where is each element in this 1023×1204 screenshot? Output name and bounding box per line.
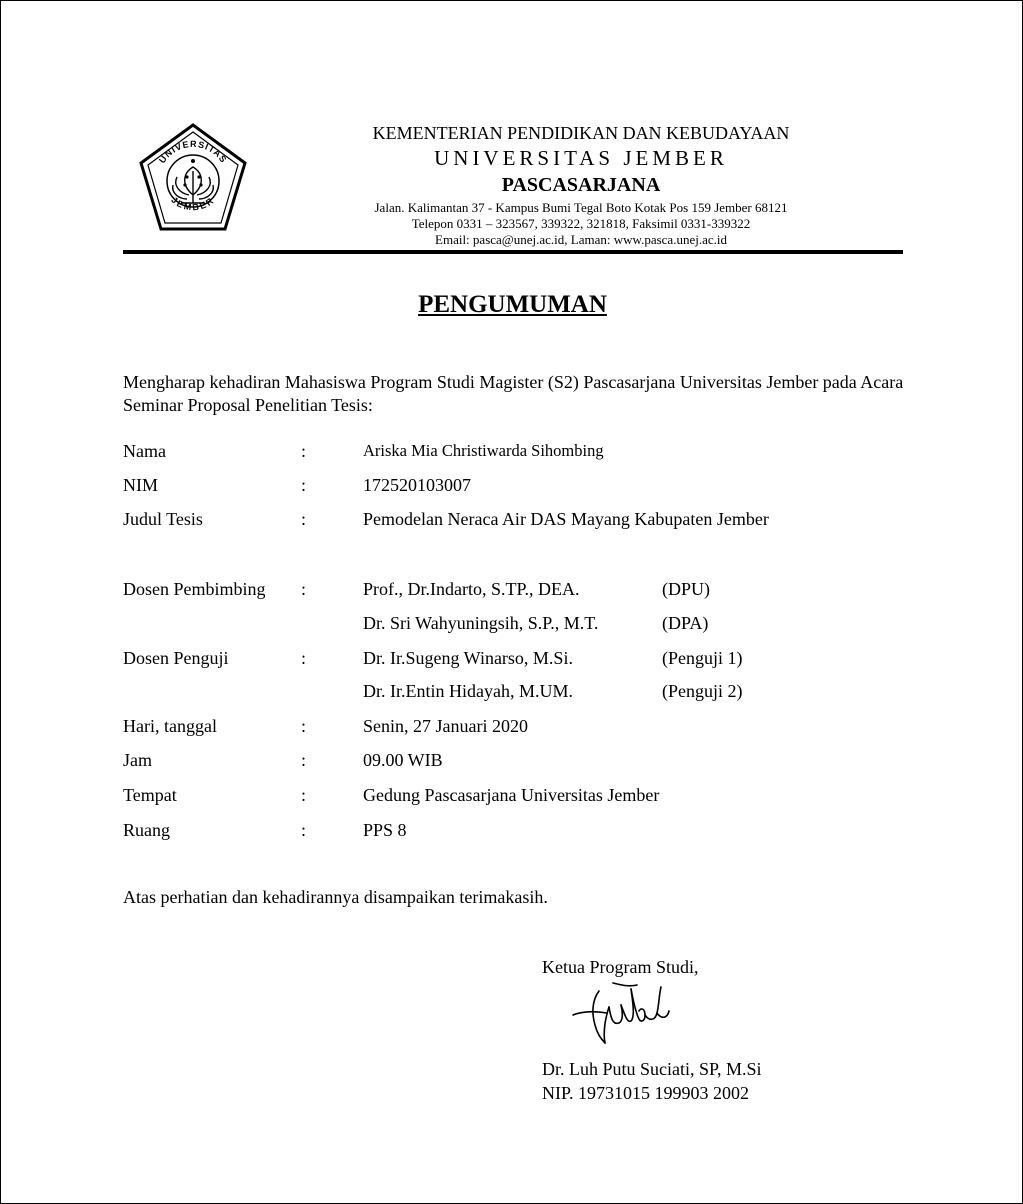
judul-label: Judul Tesis: [123, 509, 203, 529]
letterhead-divider: [123, 250, 903, 254]
pembimbing-name: Prof., Dr.Indarto, S.TP., DEA.: [363, 579, 580, 599]
intro-paragraph: Mengharap kehadiran Mahasiswa Program Studi Magister (S2) Pascasarjana Universitas Jember pada Acara Seminar Proposal Penelitian Tesis:: [123, 372, 904, 415]
signatory-nip: NIP. 19731015 199903 2002: [542, 1083, 750, 1103]
nim-label: NIM: [123, 475, 158, 495]
signatory-position: Ketua Program Studi,: [542, 957, 699, 977]
penguji-name: Dr. Ir.Entin Hidayah, M.UM.: [363, 681, 573, 701]
tempat-value: Gedung Pascasarjana Universitas Jember: [363, 785, 660, 805]
separator: :: [301, 820, 307, 840]
penguji-role: (Penguji 2): [662, 681, 743, 701]
jam-value: 09.00 WIB: [363, 750, 443, 770]
separator: :: [301, 785, 307, 805]
penguji-name: Dr. Ir.Sugeng Winarso, M.Si.: [363, 648, 573, 668]
tempat-label: Tempat: [123, 785, 177, 805]
hari-value: Senin, 27 Januari 2020: [363, 716, 528, 736]
separator: :: [301, 441, 307, 461]
separator: :: [301, 509, 307, 529]
separator: :: [301, 475, 307, 495]
nama-value: Ariska Mia Christiwarda Sihombing: [363, 441, 604, 460]
closing-paragraph: Atas perhatian dan kehadirannya disampaikan terimakasih.: [123, 887, 548, 907]
ruang-value: PPS 8: [363, 820, 407, 840]
separator: :: [301, 716, 307, 736]
phone-line: Telepon 0331 – 323567, 339322, 321818, Faksimil 0331-339322: [411, 216, 751, 231]
email-line: Email: pasca@unej.ac.id, Laman: www.pasca.unej.ac.id: [435, 232, 727, 247]
letterhead: [301, 123, 861, 246]
ministry-name: KEMENTERIAN PENDIDIKAN DAN KEBUDAYAAN: [372, 123, 790, 143]
judul-value: Pemodelan Neraca Air DAS Mayang Kabupaten Jember: [363, 509, 769, 529]
handwritten-signature: [569, 981, 673, 1047]
ruang-label: Ruang: [123, 820, 170, 840]
pembimbing-label: Dosen Pembimbing: [123, 579, 266, 599]
seal-bottom-text: JEMBER: [169, 194, 217, 213]
penguji-role: (Penguji 1): [662, 648, 743, 668]
university-name: UNIVERSITAS JEMBER: [434, 146, 728, 170]
separator: :: [301, 648, 307, 668]
address-line: Jalan. Kalimantan 37 - Kampus Bumi Tegal Boto Kotak Pos 159 Jember 68121: [374, 200, 788, 215]
pembimbing-role: (DPU): [662, 579, 710, 599]
hari-label: Hari, tanggal: [123, 716, 217, 736]
jam-label: Jam: [123, 750, 152, 770]
document-title: PENGUMUMAN: [418, 291, 607, 318]
penguji-label: Dosen Penguji: [123, 648, 229, 668]
pembimbing-role: (DPA): [662, 613, 709, 633]
faculty-name: PASCASARJANA: [501, 174, 661, 196]
nim-value: 172520103007: [363, 475, 471, 495]
signatory-name: Dr. Luh Putu Suciati, SP, M.Si: [542, 1059, 762, 1079]
pembimbing-name: Dr. Sri Wahyuningsih, S.P., M.T.: [363, 613, 599, 633]
seal-top-text: UNIVERSITAS: [156, 138, 230, 166]
university-jember-seal-icon: [137, 123, 249, 233]
separator: :: [301, 579, 307, 599]
nama-label: Nama: [123, 441, 166, 461]
separator: :: [301, 750, 307, 770]
